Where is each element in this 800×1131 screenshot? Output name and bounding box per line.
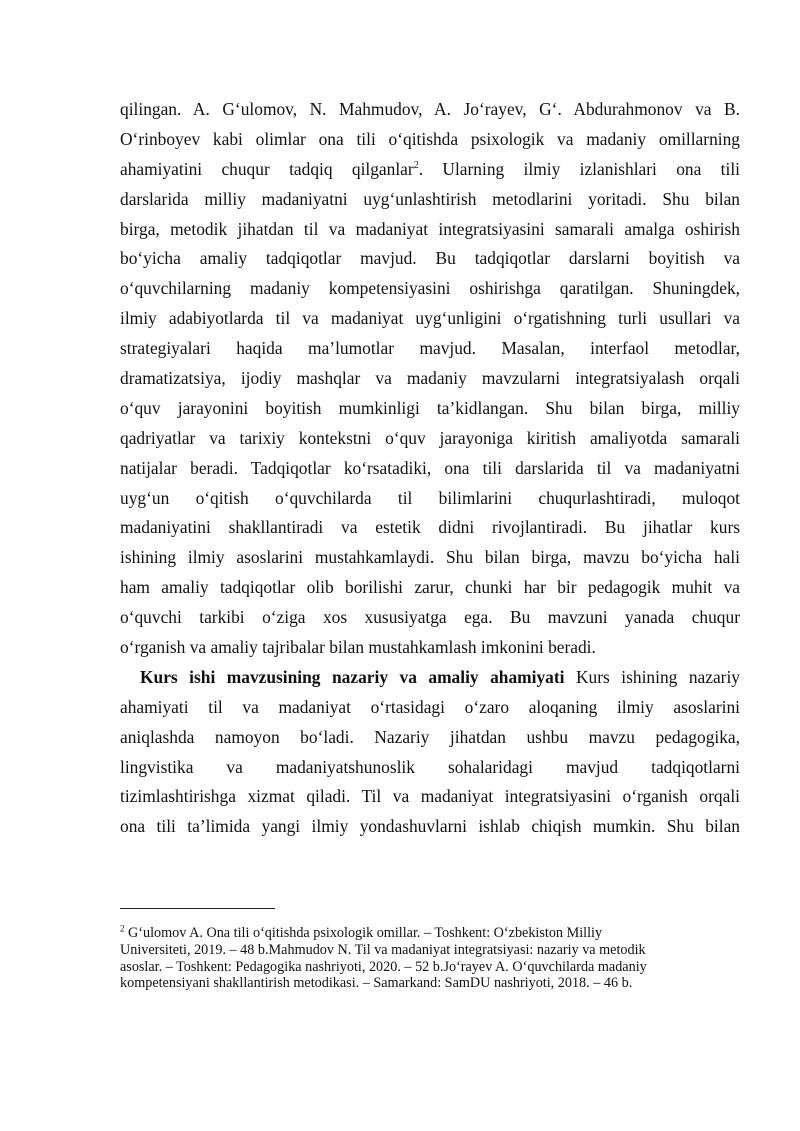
text-line: ham amaliy tadqiqotlar olib borilishi zarur, chunki har bir pedagogik muhit va	[120, 577, 740, 598]
text-line: aniqlashda namoyon bo‘ladi. Nazariy jihatdan ushbu mavzu pedagogika,	[120, 726, 740, 747]
text-line: birga, metodik jihatdan til va madaniyat integratsiyasini samarali amalga oshirish	[120, 218, 740, 239]
text-line: ishining ilmiy asoslarini mustahkamlaydi. Shu bilan birga, mavzu bo‘yicha hali	[120, 547, 740, 568]
text-line	[120, 155, 740, 185]
text-line: darslarida milliy madaniyatni uyg‘unlashtirish metodlarini yoritadi. Shu bilan	[120, 188, 740, 209]
text-line: bo‘yicha amaliy tadqiqotlar mavjud. Bu tadqiqotlar darslarni boyitish va	[120, 248, 740, 269]
footnote-number: 2	[120, 923, 125, 934]
footnote-separator	[120, 908, 275, 909]
text-line: strategiyalari haqida ma’lumotlar mavjud. Masalan, interfaol metodlar,	[120, 338, 740, 359]
footnote	[120, 925, 740, 992]
footnote-line: asoslar. – Toshkent: Pedagogika nashriyoti, 2020. – 52 b.Jo‘rayev A. O‘quvchilarda madaniy	[120, 958, 647, 975]
text-fragment: . Ularning ilmiy izlanishlari ona tili	[418, 158, 740, 179]
text-line: madaniyatini shakllantiradi va estetik didni rivojlantiradi. Bu jihatlar kurs	[120, 517, 740, 538]
text-line: dramatizatsiya, ijodiy mashqlar va madaniy mavzularni integratsiyalash orqali	[120, 368, 740, 389]
section-heading: Kurs ishi mavzusining nazariy va amaliy ahamiyati	[140, 666, 565, 687]
text-line: o‘quvchilarning madaniy kompetensiyasini oshirishga qaratilgan. Shuningdek,	[120, 278, 740, 299]
footnote-reference[interactable]: 2	[413, 159, 419, 171]
text-fragment: Kurs ishining nazariy	[564, 666, 740, 687]
body-text	[120, 95, 740, 842]
text-line: O‘rinboyev kabi olimlar ona tili o‘qitishda psixologik va madaniy omillarning	[120, 128, 740, 149]
text-line: ona tili ta’limida yangi ilmiy yondashuvlarni ishlab chiqish mumkin. Shu bilan	[120, 816, 740, 837]
footnote-line	[120, 925, 740, 942]
text-line: ahamiyati til va madaniyat o‘rtasidagi o‘zaro aloqaning ilmiy asoslarini	[120, 696, 740, 717]
section-first-line	[120, 663, 740, 693]
text-line: qilingan. A. G‘ulomov, N. Mahmudov, A. Jo‘rayev, G‘. Abdurahmonov va B.	[120, 99, 740, 119]
footnote-line: kompetensiyani shakllantirish metodikasi. – Samarkand: SamDU nashriyoti, 2018. – 46 b.	[120, 975, 633, 992]
footnote-line: Universiteti, 2019. – 48 b.Mahmudov N. Til va madaniyat integratsiyasi: nazariy va metodik	[120, 941, 646, 958]
text-line: tizimlashtirishga xizmat qiladi. Til va madaniyat integratsiyasini o‘rganish orqali	[120, 786, 740, 807]
text-line: o‘rganish va amaliy tajribalar bilan mustahkamlash imkonini beradi.	[120, 637, 596, 658]
text-line: ilmiy adabiyotlarda til va madaniyat uyg‘unligini o‘rgatishning turli usullari va	[120, 308, 740, 329]
text-line: uyg‘un o‘qitish o‘quvchilarda til bilimlarini chuqurlashtiradi, muloqot	[120, 487, 740, 508]
text-line: o‘quvchi tarkibi o‘ziga xos xususiyatga ega. Bu mavzuni yanada chuqur	[120, 607, 740, 628]
text-fragment: G‘ulomov A. Ona tili o‘qitishda psixologik omillar. – Toshkent: O‘zbekiston Milliy	[124, 925, 603, 941]
text-fragment: ahamiyatini chuqur tadqiq qilganlar	[120, 158, 414, 179]
text-line: o‘quv jarayonini boyitish mumkinligi ta’kidlangan. Shu bilan birga, milliy	[120, 397, 740, 418]
text-line: natijalar beradi. Tadqiqotlar ko‘rsatadiki, ona tili darslarida til va madaniyatni	[120, 457, 740, 478]
text-line: qadriyatlar va tarixiy kontekstni o‘quv jarayoniga kiritish amaliyotda samarali	[120, 427, 740, 448]
text-line: lingvistika va madaniyatshunoslik sohalaridagi mavjud tadqiqotlarni	[120, 756, 740, 777]
